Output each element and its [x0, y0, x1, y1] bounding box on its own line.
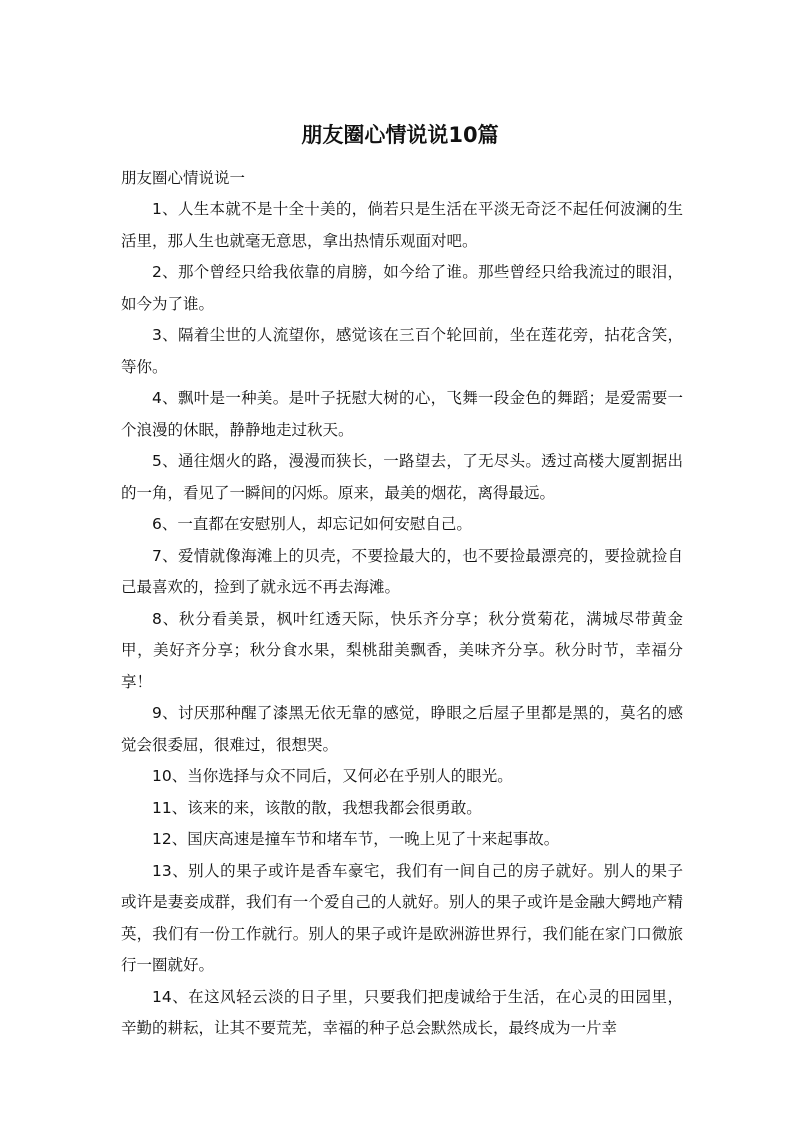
paragraph-5: 5、通往烟火的路，漫漫而狭长，一路望去，了无尽头。透过高楼大厦割据出的一角，看见了一瞬间的闪烁。原来，最美的烟花，离得最远。 [121, 452, 683, 502]
paragraph-10: 10、当你选择与众不同后，又何必在乎别人的眼光。 [152, 767, 513, 785]
paragraph-8: 8、秋分看美景，枫叶红透天际，快乐齐分享；秋分赏菊花，满城尽带黄金甲，美好齐分享；秋分食水果，梨桃甜美飘香，美味齐分享。秋分时节，幸福分享！ [121, 609, 683, 691]
paragraph-6: 6、一直都在安慰别人，却忘记如何安慰自己。 [152, 515, 472, 533]
paragraph-9: 9、讨厌那种醒了漆黑无依无靠的感觉，睁眼之后屋子里都是黑的，莫名的感觉会很委屈，很难过，很想哭。 [121, 704, 683, 754]
paragraph-11: 11、该来的来，该散的散，我想我都会很勇敢。 [152, 798, 482, 817]
section-heading: 朋友圈心情说说一 [121, 169, 246, 187]
paragraph-13: 13、别人的果子或许是香车豪宅，我们有一间自己的房子就好。别人的果子或许是妻妾成群，我们有一个爱自己的人就好。别人的果子或许是金融大鳄地产精英，我们有一份工作就行。别人的果子或许是欧洲游世界行，我们能在家门口微旅行一圈就好。 [121, 861, 683, 974]
paragraph-1: 1、人生本就不是十全十美的，倘若只是生活在平淡无奇泛不起任何波澜的生活里，那人生也就毫无意思，拿出热情乐观面对吧。 [121, 200, 683, 250]
document-title: 朋友圈心情说说10篇 [301, 123, 499, 147]
paragraph-7: 7、爱情就像海滩上的贝壳，不要捡最大的，也不要捡最漂亮的，要捡就捡自己最喜欢的，捡到了就永远不再去海滩。 [121, 546, 683, 596]
paragraph-4: 4、飘叶是一种美。是叶子抚慰大树的心，飞舞一段金色的舞蹈；是爱需要一个浪漫的休眠，静静地走过秋天。 [121, 389, 683, 439]
paragraph-3: 3、隔着尘世的人流望你，感觉该在三百个轮回前，坐在莲花旁，拈花含笑，等你。 [121, 326, 683, 376]
document-body [121, 163, 683, 1045]
paragraph-2: 2、那个曾经只给我依靠的肩膀，如今给了谁。那些曾经只给我流过的眼泪，如今为了谁。 [121, 263, 683, 313]
paragraph-12: 12、国庆高速是撞车节和堵车节，一晚上见了十来起事故。 [152, 830, 560, 848]
paragraph-14: 14、在这风轻云淡的日子里，只要我们把虔诚给于生活，在心灵的田园里，辛勤的耕耘，让其不要荒芜，幸福的种子总会默然成长，最终成为一片幸 [121, 987, 683, 1037]
